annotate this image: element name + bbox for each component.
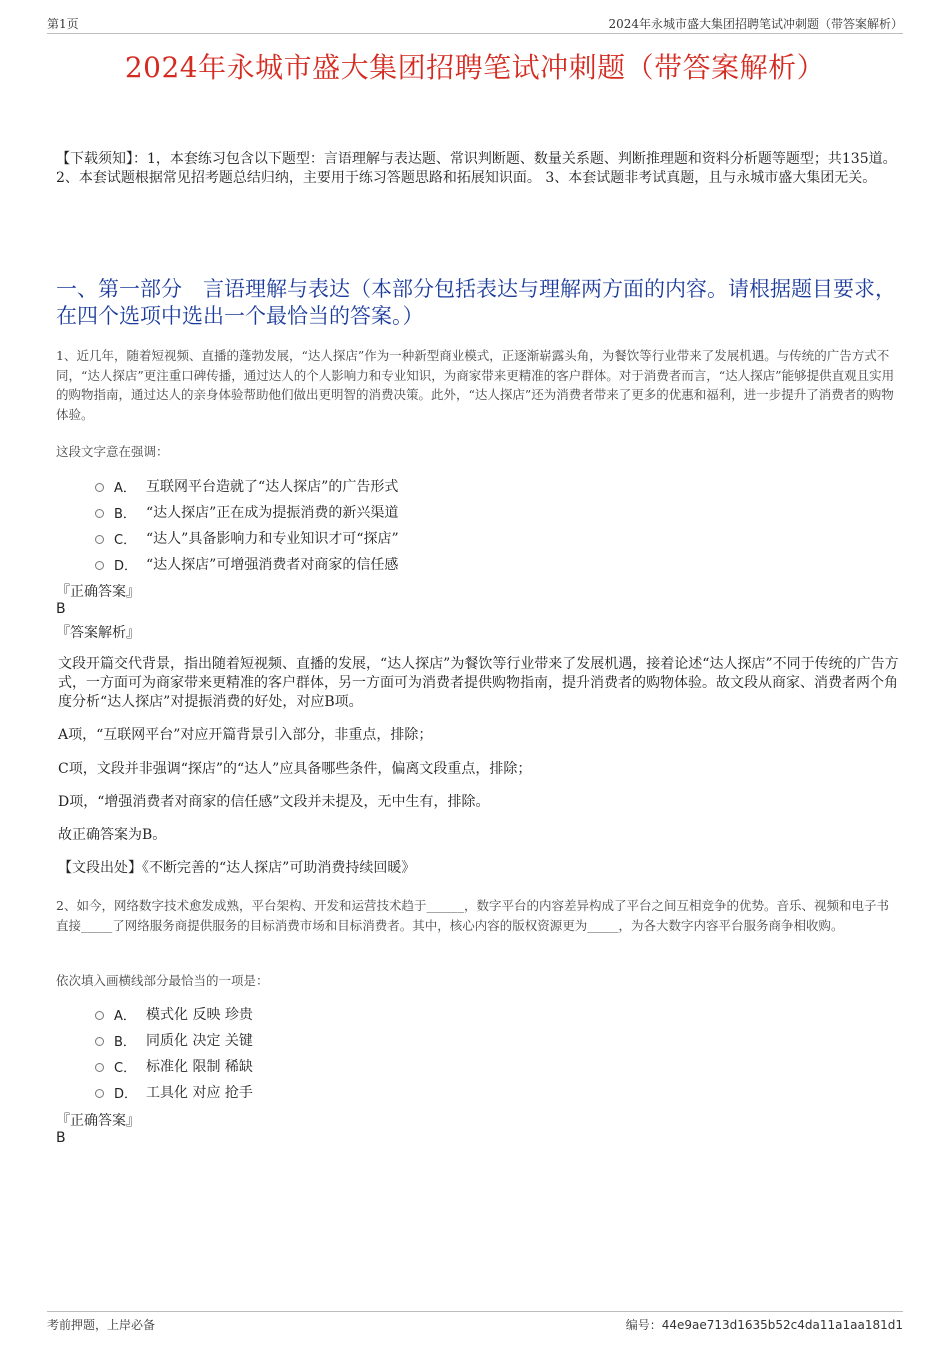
footer-slogan: 考前押题，上岸必备 bbox=[47, 1318, 156, 1332]
option-text: “达人探店”可增强消费者对商家的信任感 bbox=[146, 557, 399, 573]
option-text: 互联网平台造就了“达人探店”的广告形式 bbox=[146, 479, 399, 495]
option-text: 工具化 对应 抢手 bbox=[146, 1085, 253, 1101]
radio-icon[interactable] bbox=[95, 535, 104, 544]
option-text: 同质化 决定 关键 bbox=[146, 1033, 253, 1049]
option-a[interactable]: A． 互联网平台造就了“达人探店”的广告形式 bbox=[95, 473, 399, 499]
radio-icon[interactable] bbox=[95, 483, 104, 492]
answer-value: B bbox=[56, 1130, 66, 1146]
radio-icon[interactable] bbox=[95, 1089, 104, 1098]
header-doc-title: 2024年永城市盛大集团招聘笔试冲刺题（带答案解析） bbox=[608, 17, 903, 31]
analysis-paragraph: 故正确答案为B。 bbox=[58, 827, 167, 843]
document-title: 2024年永城市盛大集团招聘笔试冲刺题（带答案解析） bbox=[124, 51, 826, 84]
radio-icon[interactable] bbox=[95, 561, 104, 570]
question-1-options bbox=[95, 473, 399, 577]
analysis-paragraph: C项，文段并非强调“探店”的“达人”应具备哪些条件，偏离文段重点，排除； bbox=[58, 761, 532, 777]
document-code: 编号：44e9ae713d1635b52c4da11a1aa181d1 bbox=[625, 1318, 903, 1332]
option-a[interactable]: A． 模式化 反映 珍贵 bbox=[95, 1001, 253, 1027]
download-notice: 【下载须知】：1，本套练习包含以下题型：言语理解与表达题、常识判断题、数量关系题、判断推理题和资料分析题等题型；共135道。 2、本套试题根据常见招考题总结归纳，主要用于练习答题思路和拓展知识面。 3、本套试题非考试真题，且与永城市盛大集团无关。 bbox=[56, 151, 897, 186]
option-b[interactable]: B． 同质化 决定 关键 bbox=[95, 1027, 253, 1053]
option-text: “达人”具备影响力和专业知识才可“探店” bbox=[146, 531, 399, 547]
option-text: 标准化 限制 稀缺 bbox=[146, 1059, 253, 1075]
question-2-text: 2、如今，网络数字技术愈发成熟，平台架构、开发和运营技术趋于______，数字平台的内容差异构成了平台之间互相竞争的优势。音乐、视频和电子书直接_____了网络服务商提供服务的目标消费市场和目标消费者。其中，核心内容的版权资源更为_____，为各大数字内容平台服务商争相收购。 bbox=[56, 898, 889, 933]
analysis-label: 『答案解析』 bbox=[56, 625, 140, 641]
option-c[interactable]: C． “达人”具备影响力和专业知识才可“探店” bbox=[95, 525, 399, 551]
page-footer bbox=[47, 1311, 903, 1332]
analysis-paragraph: D项，“增强消费者对商家的信任感”文段并未提及，无中生有，排除。 bbox=[58, 794, 490, 810]
answer-label: 『正确答案』 bbox=[56, 584, 140, 600]
question-1-prompt: 这段文字意在强调： bbox=[56, 444, 169, 459]
option-d[interactable]: D． 工具化 对应 抢手 bbox=[95, 1079, 253, 1105]
radio-icon[interactable] bbox=[95, 1037, 104, 1046]
source-citation: 【文段出处】《不断完善的“达人探店”可助消费持续回暖》 bbox=[58, 860, 416, 876]
radio-icon[interactable] bbox=[95, 1063, 104, 1072]
answer-label: 『正确答案』 bbox=[56, 1113, 140, 1129]
radio-icon[interactable] bbox=[95, 509, 104, 518]
radio-icon[interactable] bbox=[95, 1011, 104, 1020]
option-text: 模式化 反映 珍贵 bbox=[146, 1007, 253, 1023]
question-2-prompt: 依次填入画横线部分最恰当的一项是： bbox=[56, 973, 269, 988]
page-header bbox=[47, 15, 903, 34]
section-heading: 一、第一部分 言语理解与表达（本部分包括表达与理解两方面的内容。请根据题目要求，在四个选项中选出一个最恰当的答案。） bbox=[56, 277, 896, 328]
option-b[interactable]: B． “达人探店”正在成为提振消费的新兴渠道 bbox=[95, 499, 399, 525]
analysis-paragraph: 文段开篇交代背景，指出随着短视频、直播的发展，“达人探店”为餐饮等行业带来了发展机遇，接着论述“达人探店”不同于传统的广告方式，一方面可为商家带来更精准的客户群体，另一方面可为消费者提供购物指南，提升消费者的购物体验。故文段从商家、消费者两个角度分析“达人探店”对提振消费的好处，对应B项。 bbox=[58, 656, 899, 710]
option-text: “达人探店”正在成为提振消费的新兴渠道 bbox=[146, 505, 399, 521]
analysis-paragraph: A项，“互联网平台”对应开篇背景引入部分，非重点，排除； bbox=[58, 727, 433, 743]
page-number: 第1页 bbox=[47, 17, 79, 31]
question-2-options bbox=[95, 1001, 253, 1105]
question-1-text: 1、近几年，随着短视频、直播的蓬勃发展，“达人探店”作为一种新型商业模式，正逐渐崭露头角，为餐饮等行业带来了发展机遇。与传统的广告方式不同，“达人探店”更注重口碑传播，通过达人的个人影响力和专业知识，为商家带来更精准的客户群体。对于消费者而言，“达人探店”能够提供直观且实用的购物指南，通过达人的亲身体验帮助他们做出更明智的消费决策。此外，“达人探店”还为消费者带来了更多的优惠和福利，进一步提升了消费者的购物体验。 bbox=[56, 348, 895, 422]
option-d[interactable]: D． “达人探店”可增强消费者对商家的信任感 bbox=[95, 551, 399, 577]
option-c[interactable]: C． 标准化 限制 稀缺 bbox=[95, 1053, 253, 1079]
answer-value: B bbox=[56, 601, 66, 617]
